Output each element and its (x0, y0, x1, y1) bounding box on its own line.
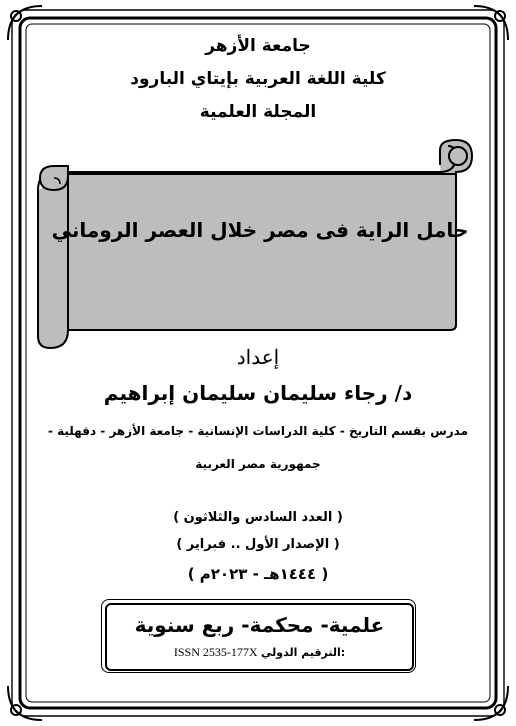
author-name: د/ رجاء سليمان سليمان إبراهيم (103, 381, 413, 405)
publication-type: علمية- محكمة- ربع سنوية (134, 613, 385, 637)
article-title: حامل الراية فى مصر خلال العصر الروماني (51, 218, 469, 242)
scroll-banner (38, 140, 472, 348)
faculty-name: كلية اللغة العربية بإيتاي البارود (130, 69, 386, 89)
author-affiliation-line2: جمهورية مصر العربية (195, 457, 321, 471)
author-affiliation-line1: مدرس بقسم التاريخ - كلية الدراسات الإنسانية - جامعة الأزهر - دقهلية - (47, 424, 469, 438)
issn-value: ISSN 2535-177X (173, 645, 258, 659)
publication-box (105, 603, 414, 671)
issn-row (107, 645, 412, 660)
university-name: جامعة الأزهر (205, 36, 311, 56)
issue-number: ( العدد السادس والثلاثون ) (173, 510, 343, 525)
issn-label: الترقيم الدولي: (261, 646, 346, 659)
issue-release: ( الإصدار الأول .. فبراير ) (176, 537, 340, 552)
issue-date: ( ١٤٤٤هـ - ٢٠٢٣م ) (187, 565, 329, 583)
prepared-by-label: إعداد (236, 345, 280, 369)
journal-name: المجلة العلمية (199, 102, 317, 122)
